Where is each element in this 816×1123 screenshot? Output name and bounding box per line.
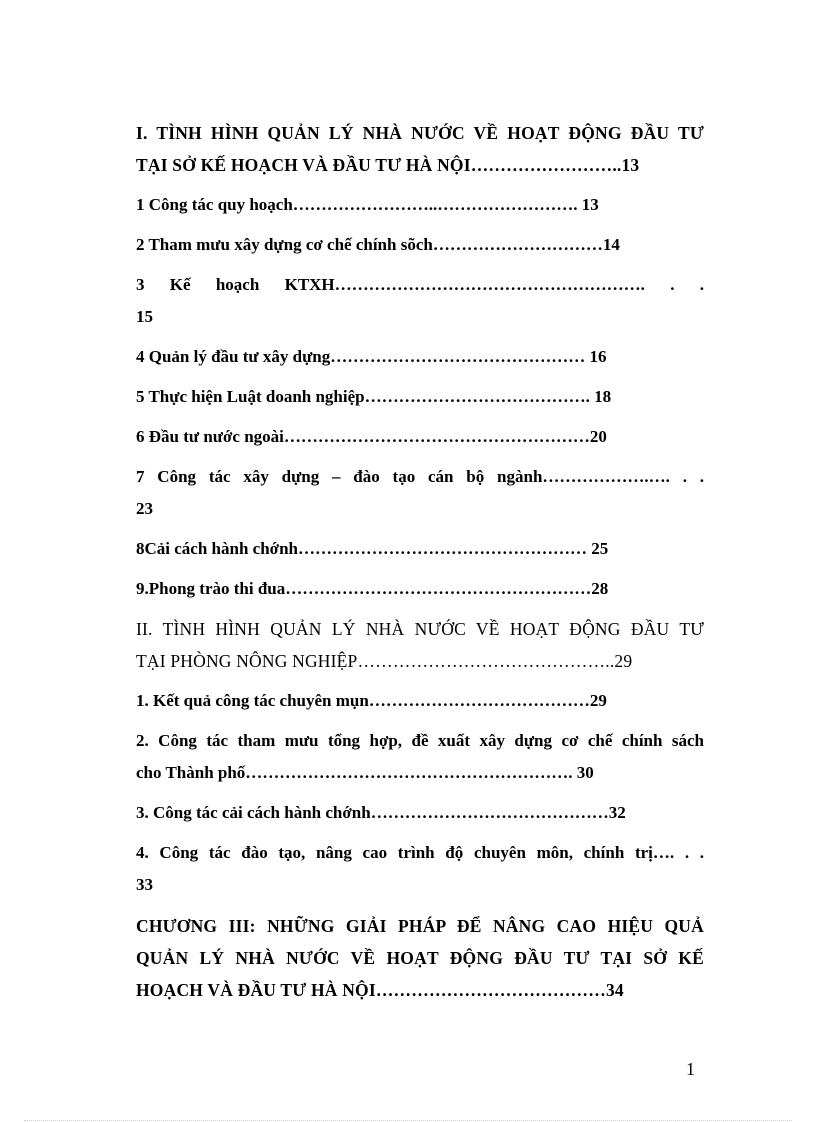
- toc-entry-2-2-line-1: 2. Công tác tham mưu tổng hợp, đề xuất xây dựng cơ chế chính sách: [136, 731, 704, 750]
- toc-section-1-heading-line-2: TẠI SỞ KẾ HOẠCH VÀ ĐẦU TƯ HÀ NỘI……………………..13: [136, 155, 640, 175]
- toc-chapter-3-heading-line-3: HOẠCH VÀ ĐẦU TƯ HÀ NỘI…………………………………34: [136, 980, 624, 1000]
- toc-section-2-heading-line-2: TẠI PHÒNG NÔNG NGHIỆP……………………………………..29: [136, 651, 633, 671]
- toc-entry-1-6: 6 Đầu tư nước ngoài………………………………………………20: [136, 427, 607, 446]
- toc-entry-1-5: 5 Thực hiện Luật doanh nghiệp…………………………………. 18: [136, 387, 612, 406]
- toc-entry-1-3-page: 15: [136, 307, 153, 326]
- toc-entry-1-1: 1 Công tác quy hoạch……………………..……………………. 13: [136, 195, 599, 214]
- toc-entry-2-3: 3. Công tác cải cách hành chớnh……………………………………32: [136, 803, 626, 822]
- toc-chapter-3-heading-line-2: QUẢN LÝ NHÀ NƯỚC VỀ HOẠT ĐỘNG ĐẦU TƯ TẠI SỞ KẾ: [136, 948, 704, 968]
- toc-section-1-heading-line-1: I. TÌNH HÌNH QUẢN LÝ NHÀ NƯỚC VỀ HOẠT ĐỘNG ĐẦU TƯ: [136, 123, 704, 143]
- toc-entry-2-2-line-2: cho Thành phố…………………………………………………. 30: [136, 763, 594, 782]
- toc-entry-2-4-page: 33: [136, 875, 153, 894]
- toc-entry-1-7: 7 Công tác xây dựng – đào tạo cán bộ ngành……………….…. . .: [136, 467, 704, 486]
- page-bottom-divider: [24, 1120, 792, 1121]
- toc-entry-1-4: 4 Quản lý đầu tư xây dựng……………………………………… 16: [136, 347, 607, 366]
- toc-section-2-heading-line-1: II. TÌNH HÌNH QUẢN LÝ NHÀ NƯỚC VỀ HOẠT ĐỘNG ĐẦU TƯ: [136, 619, 704, 639]
- toc-entry-2-4: 4. Công tác đào tạo, nâng cao trình độ chuyên môn, chính trị…. . .: [136, 843, 704, 862]
- toc-entry-2-1: 1. Kết quả công tác chuyên mụn…………………………………29: [136, 691, 607, 710]
- page-number: 1: [686, 1059, 695, 1079]
- table-of-contents: [136, 117, 704, 1006]
- toc-entry-1-7-page: 23: [136, 499, 153, 518]
- toc-entry-1-2: 2 Tham mưu xây dựng cơ chế chính sõch…………………………14: [136, 235, 620, 254]
- toc-entry-1-9: 9.Phong trào thi đua………………………………………………28: [136, 579, 609, 598]
- toc-entry-1-3: 3 Kế hoạch KTXH………………………………………………. . .: [136, 275, 704, 294]
- toc-chapter-3-heading-line-1: CHƯƠNG III: NHỮNG GIẢI PHÁP ĐỂ NÂNG CAO HIỆU QUẢ: [136, 916, 704, 936]
- toc-entry-1-8: 8Cải cách hành chớnh…………………………………………… 25: [136, 539, 609, 558]
